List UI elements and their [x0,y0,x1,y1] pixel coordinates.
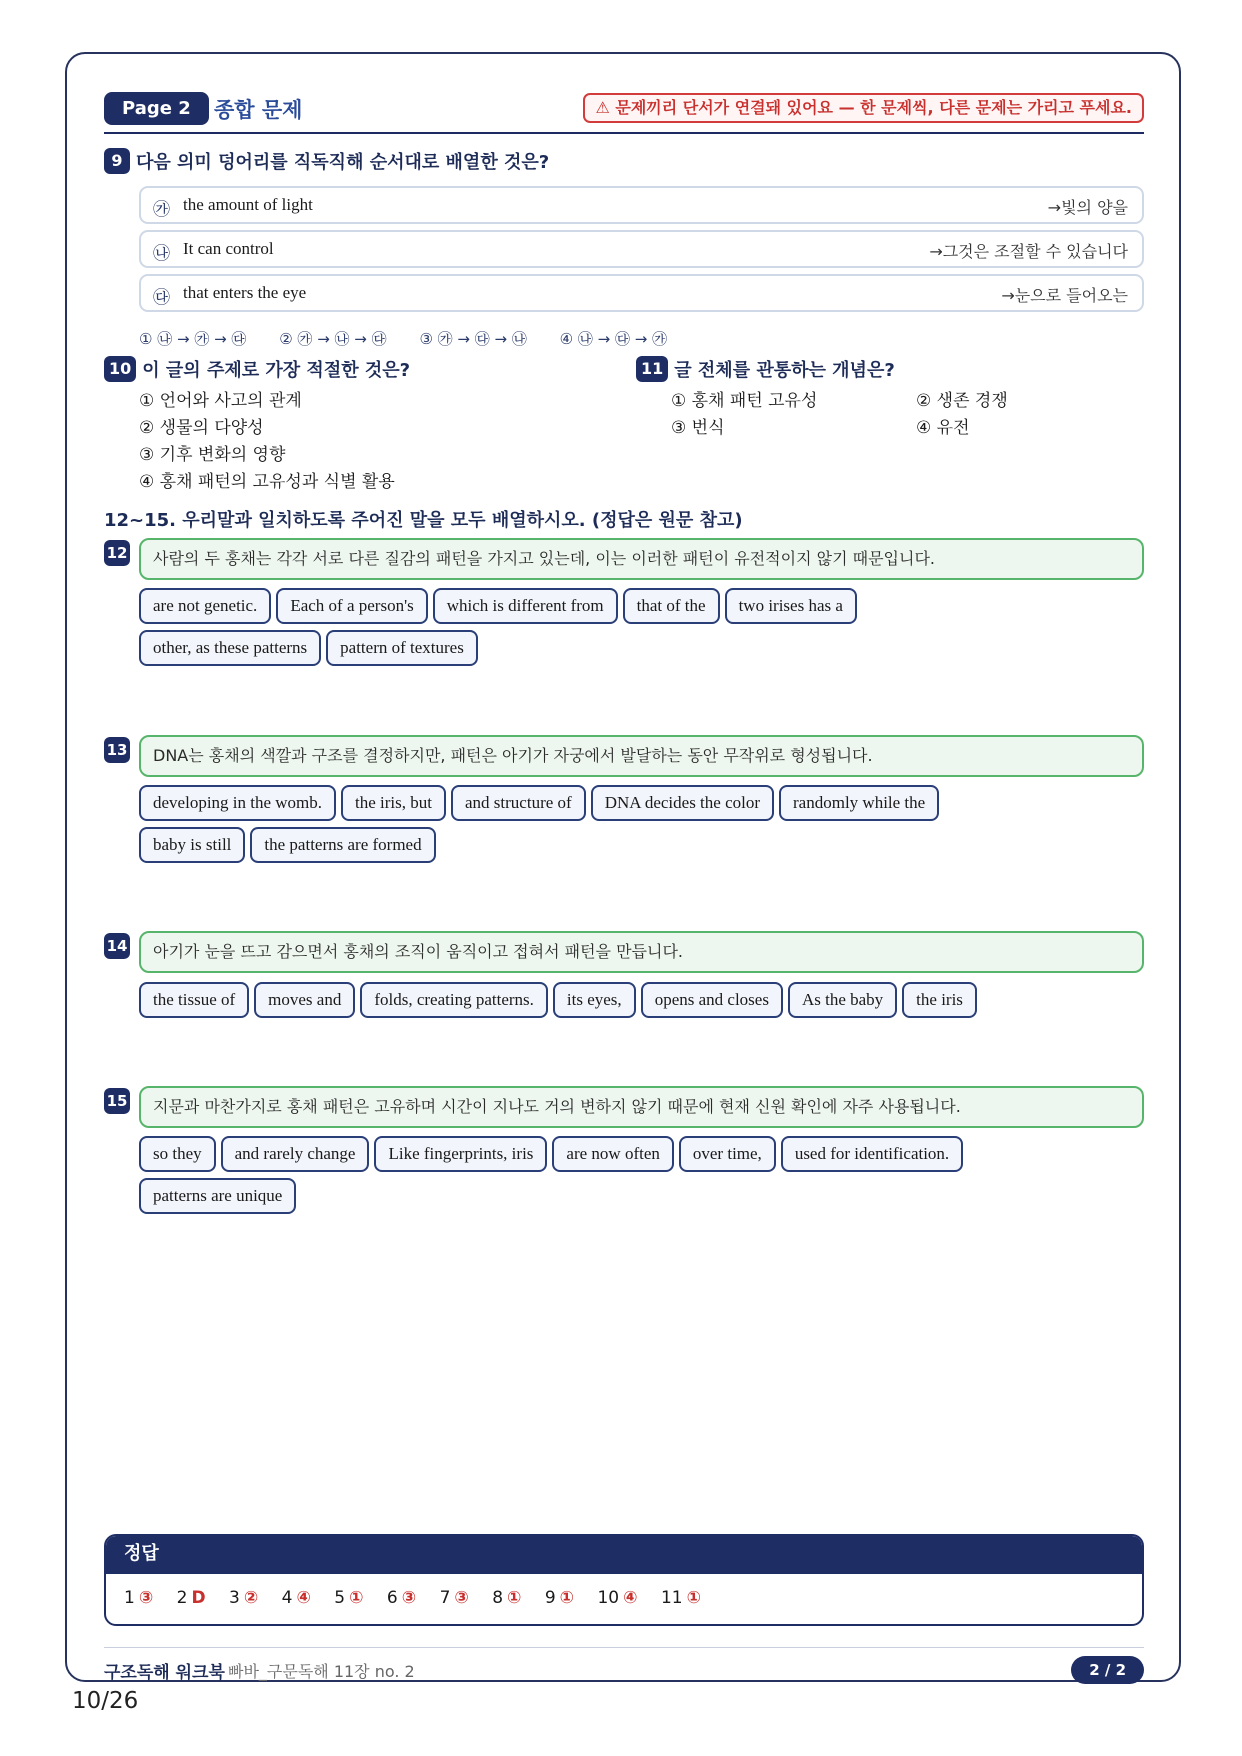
answer-item [440,1588,469,1608]
option[interactable]: ③ 기후 변화의 영향 [139,445,286,465]
chunk-row [139,186,1144,224]
question-9-heading [104,148,549,174]
answer-value: D [191,1588,206,1608]
answer-key [104,1534,1144,1626]
answer-value: ① [686,1588,701,1608]
chunk-row [139,274,1144,312]
word-chip[interactable]: two irises has a [725,588,857,624]
footer-title: 구조독해 워크북 [104,1663,225,1683]
answer-item [124,1588,153,1608]
word-chip[interactable]: developing in the womb. [139,785,336,821]
option[interactable]: ③ ㉮ → ㉰ → ㉯ [419,330,527,348]
answer-number: 1 [124,1588,135,1608]
document-page-count: 10/26 [72,1688,139,1714]
answer-value: ④ [296,1588,311,1608]
answer-number: 7 [439,1588,451,1608]
korean-sentence: 지문과 마찬가지로 홍채 패턴은 고유하며 시간이 지나도 거의 변하지 않기 때문에 현재 신원 확인에 자주 사용됩니다. [139,1086,1144,1128]
answer-value: ③ [401,1588,417,1608]
option[interactable]: ④ 홍채 패턴의 고유성과 식별 활용 [139,472,395,492]
question-10-options [139,388,395,496]
page-content [104,90,1144,1683]
page-frame [65,52,1181,1682]
answer-item [229,1588,258,1608]
word-chips [139,588,1139,672]
word-chip[interactable]: pattern of textures [326,630,478,666]
question-text: 다음 의미 덩어리를 직독직해 순서대로 배열한 것은? [136,152,550,173]
option[interactable]: ③ 번식 [671,418,725,438]
answer-value: ③ [138,1588,154,1608]
question-11-heading [636,356,895,382]
answer-item [334,1588,363,1608]
word-chip[interactable]: the patterns are formed [250,827,435,863]
question-number: 11 [636,356,668,382]
answer-number: 9 [544,1588,556,1608]
option[interactable]: ② ㉮ → ㉯ → ㉰ [279,330,387,348]
option[interactable]: ④ ㉯ → ㉰ → ㉮ [559,330,668,348]
word-chip[interactable]: folds, creating patterns. [360,982,548,1018]
chunk-english: It can control [183,239,274,258]
word-chip[interactable]: moves and [254,982,355,1018]
question-number: 13 [104,737,130,763]
section-title: 종합 문제 [214,98,303,122]
word-chip[interactable]: other, as these patterns [139,630,321,666]
question-10-heading [104,356,410,382]
question-text: 이 글의 주제로 가장 적절한 것은? [142,360,411,381]
word-chip[interactable]: the iris, but [341,785,446,821]
chunk-mark: ㉯ [153,244,170,264]
footer-subtitle: 빠바_구문독해 11장 no. 2 [228,1662,415,1681]
answer-item [282,1588,311,1608]
answer-item [492,1588,521,1608]
option[interactable]: ① 홍채 패턴 고유성 [671,391,818,411]
question-number: 14 [104,933,130,959]
chunk-english: the amount of light [183,195,313,214]
word-chip[interactable]: baby is still [139,827,245,863]
word-chip[interactable]: and rarely change [221,1136,370,1172]
footer-page-number: 2 / 2 [1071,1656,1144,1684]
option[interactable]: ① 언어와 사고의 관계 [139,391,302,411]
answer-item [661,1588,701,1608]
page-badge: Page 2 [104,92,209,125]
answer-key-title: 정답 [106,1536,1142,1574]
word-chip[interactable]: used for identification. [781,1136,963,1172]
word-chip[interactable]: that of the [623,588,720,624]
answer-item [177,1588,206,1608]
word-chip[interactable]: DNA decides the color [591,785,774,821]
answer-number: 2 [176,1588,188,1608]
word-chip[interactable]: the tissue of [139,982,249,1018]
question-number: 15 [104,1088,130,1114]
answer-number: 11 [660,1588,683,1608]
word-chip[interactable]: Each of a person's [276,588,427,624]
answer-value: ① [349,1588,364,1608]
answer-value: ④ [623,1588,638,1608]
question-9-options [139,328,695,349]
answer-item [545,1588,574,1608]
word-chip[interactable]: are not genetic. [139,588,271,624]
answer-number: 5 [334,1588,346,1608]
chunk-korean: →그것은 조절할 수 있습니다 [929,242,1128,261]
word-chip[interactable]: Like fingerprints, iris [374,1136,547,1172]
question-number: 12 [104,540,130,566]
chunk-mark: ㉰ [153,288,170,308]
word-chips [139,785,1139,869]
answer-number: 3 [229,1588,240,1608]
answer-value: ① [507,1588,522,1608]
question-text: 글 전체를 관통하는 개념은? [674,360,895,381]
chunk-korean: →눈으로 들어오는 [1001,286,1128,305]
question-number: 9 [104,148,130,174]
word-chips [139,982,1139,1024]
answer-number: 6 [386,1588,398,1608]
answer-value: ③ [454,1588,469,1608]
section-instructions: 12~15. 우리말과 일치하도록 주어진 말을 모두 배열하시오. (정답은 원문 참고) [104,510,743,531]
word-chip[interactable]: randomly while the [779,785,939,821]
korean-sentence: 사람의 두 홍채는 각각 서로 다른 질감의 패턴을 가지고 있는데, 이는 이러한 패턴이 유전적이지 않기 때문입니다. [139,538,1144,580]
answer-value: ① [559,1588,575,1608]
option[interactable]: ① ㉯ → ㉮ → ㉰ [139,330,247,348]
answer-item [387,1588,416,1608]
word-chip[interactable]: its eyes, [553,982,636,1018]
chunk-korean: →빛의 양을 [1047,198,1128,217]
chunk-english: that enters the eye [183,283,307,302]
word-chip[interactable]: over time, [679,1136,776,1172]
option[interactable]: ④ 유전 [916,418,970,438]
question-number: 10 [104,356,136,382]
answer-item [597,1588,637,1608]
word-chip[interactable]: patterns are unique [139,1178,296,1214]
word-chip[interactable]: opens and closes [641,982,783,1018]
word-chip[interactable]: the iris [902,982,977,1018]
answer-number: 4 [281,1588,293,1608]
answer-number: 10 [597,1588,620,1608]
korean-sentence: 아기가 눈을 뜨고 감으면서 홍채의 조직이 움직이고 접혀서 패턴을 만듭니다. [139,931,1144,973]
word-chip[interactable]: and structure of [451,785,586,821]
warning-banner: ⚠ 문제끼리 단서가 연결돼 있어요 — 한 문제씩, 다른 문제는 가리고 푸세요. [583,93,1144,123]
word-chip[interactable]: so they [139,1136,216,1172]
option[interactable]: ② 생존 경쟁 [916,391,1008,411]
answer-value: ② [243,1588,259,1608]
word-chips [139,1136,1139,1220]
page-footer [104,1647,1144,1691]
option[interactable]: ② 생물의 다양성 [139,418,264,438]
chunk-row [139,230,1144,268]
answer-list [106,1574,1142,1608]
word-chip[interactable]: which is different from [433,588,618,624]
page-header [104,90,1144,134]
chunk-mark: ㉮ [153,200,170,220]
korean-sentence: DNA는 홍채의 색깔과 구조를 결정하지만, 패턴은 아기가 자궁에서 발달하는 동안 무작위로 형성됩니다. [139,735,1144,777]
word-chip[interactable]: are now often [552,1136,673,1172]
word-chip[interactable]: As the baby [788,982,897,1018]
answer-number: 8 [492,1588,504,1608]
